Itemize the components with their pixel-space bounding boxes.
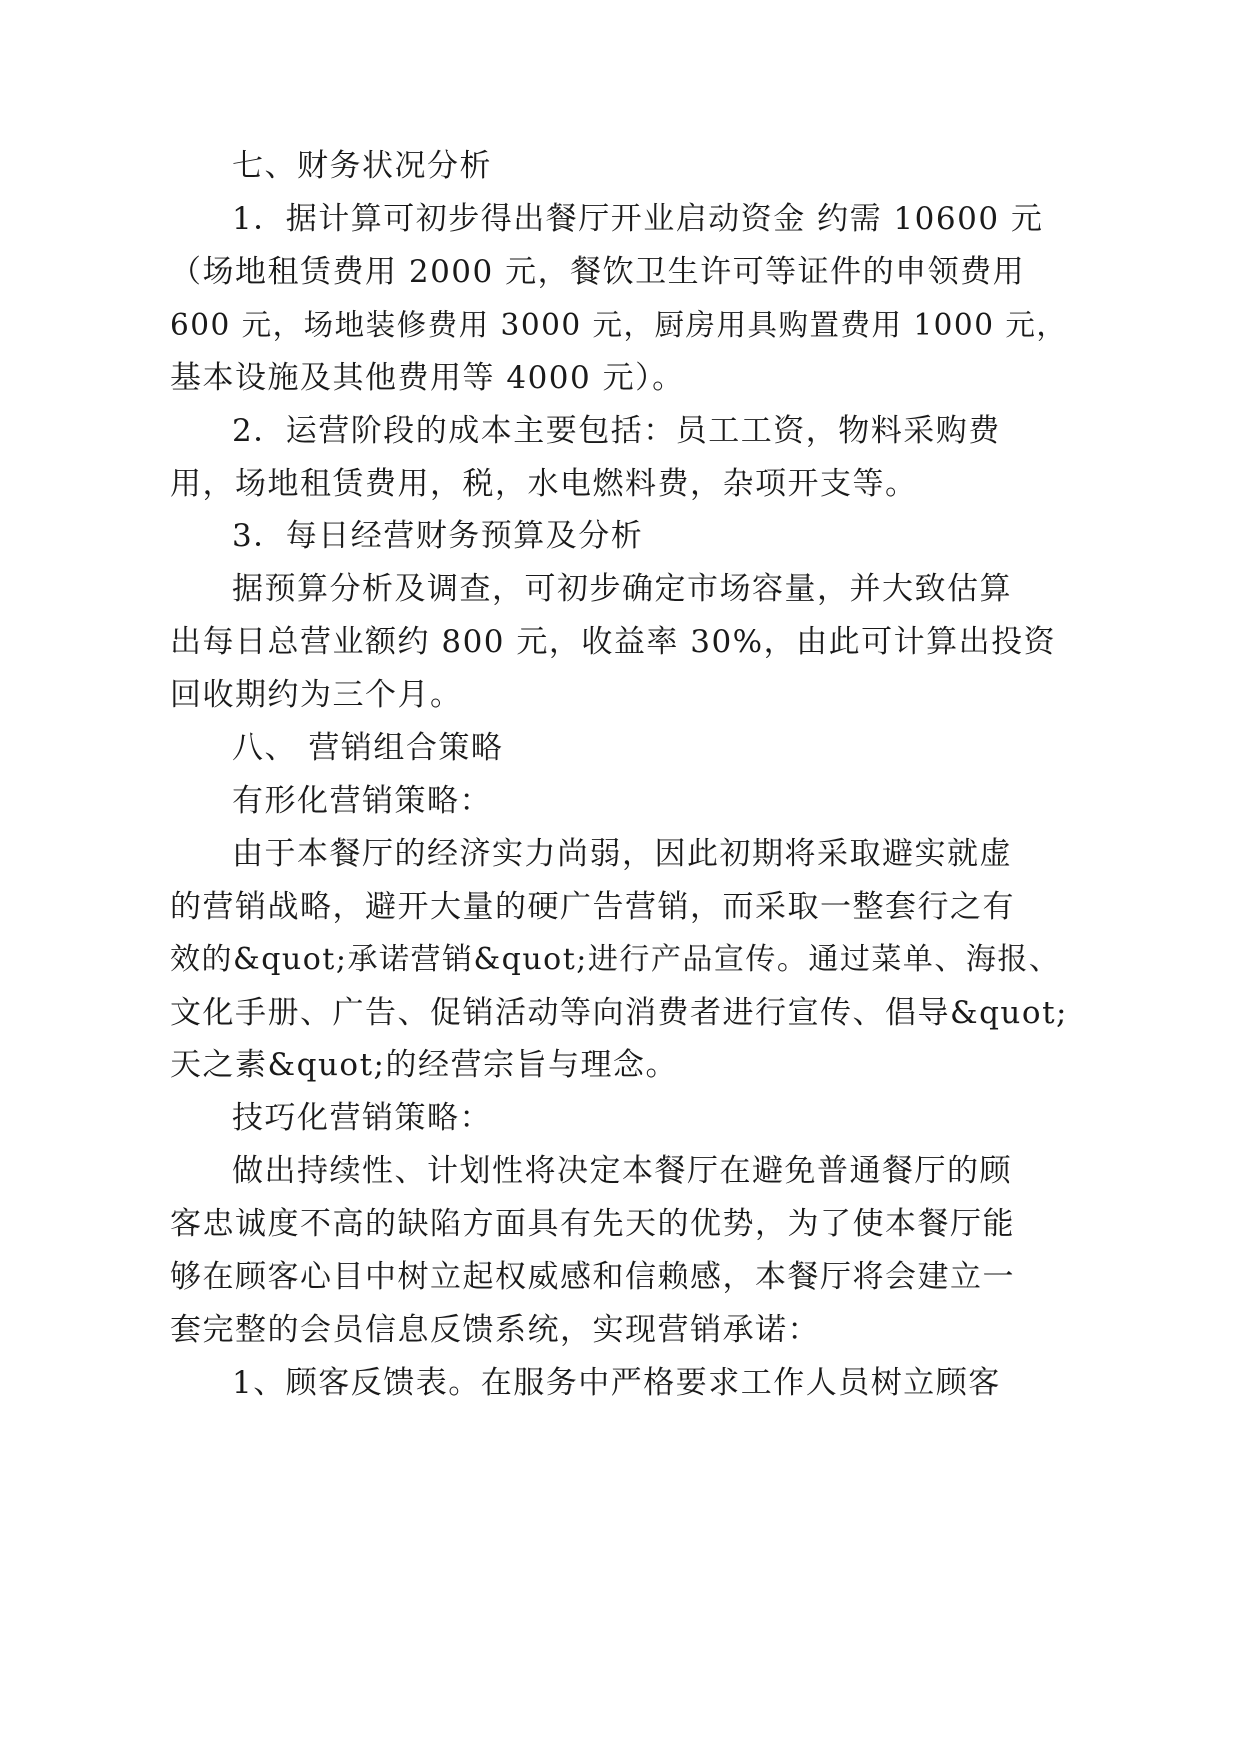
- paragraph-line: 出每日总营业额约 800 元，收益率 30%，由此可计算出投资: [170, 624, 1057, 660]
- paragraph-line: 由于本餐厅的经济实力尚弱，因此初期将采取避实就虚: [232, 836, 1012, 872]
- section-heading-finance: 七、财务状况分析: [232, 148, 492, 184]
- paragraph-line: 2．运营阶段的成本主要包括：员工工资，物料采购费: [232, 413, 1001, 449]
- paragraph-line: 1、顾客反馈表。在服务中严格要求工作人员树立顾客: [232, 1365, 1001, 1401]
- paragraph-line: 用，场地租赁费用，税，水电燃料费，杂项开支等。: [170, 466, 918, 502]
- subheading-tangible: 有形化营销策略：: [232, 783, 492, 819]
- paragraph-line: 文化手册、广告、促销活动等向消费者进行宣传、倡导&quot;: [170, 995, 1068, 1031]
- paragraph-line: 回收期约为三个月。: [170, 677, 463, 713]
- section-heading-marketing: 八、 营销组合策略: [232, 730, 504, 766]
- paragraph-line: 做出持续性、计划性将决定本餐厅在避免普通餐厅的顾: [232, 1153, 1012, 1189]
- paragraph-line: 够在顾客心目中树立起权威感和信赖感，本餐厅将会建立一: [170, 1259, 1015, 1295]
- paragraph-line: 据预算分析及调查，可初步确定市场容量，并大致估算: [232, 571, 1012, 607]
- subheading-technique: 技巧化营销策略：: [232, 1100, 492, 1136]
- paragraph-line: 3．每日经营财务预算及分析: [232, 518, 644, 554]
- paragraph-line: 客忠诚度不高的缺陷方面具有先天的优势，为了使本餐厅能: [170, 1206, 1015, 1242]
- paragraph-line: 天之素&quot;的经营宗旨与理念。: [170, 1047, 678, 1083]
- paragraph-line: 1．据计算可初步得出餐厅开业启动资金 约需 10600 元: [232, 201, 1044, 237]
- paragraph-line: （场地租赁费用 2000 元，餐饮卫生许可等证件的申领费用: [170, 254, 1026, 290]
- paragraph-line: 基本设施及其他费用等 4000 元）。: [170, 360, 685, 396]
- paragraph-line: 效的&quot;承诺营销&quot;进行产品宣传。通过菜单、海报、: [170, 942, 1061, 977]
- paragraph-line: 套完整的会员信息反馈系统，实现营销承诺：: [170, 1312, 820, 1348]
- paragraph-line: 的营销战略，避开大量的硬广告营销，而采取一整套行之有: [170, 889, 1015, 925]
- paragraph-line: 600 元，场地装修费用 3000 元，厨房用具购置费用 1000 元，: [170, 308, 1068, 342]
